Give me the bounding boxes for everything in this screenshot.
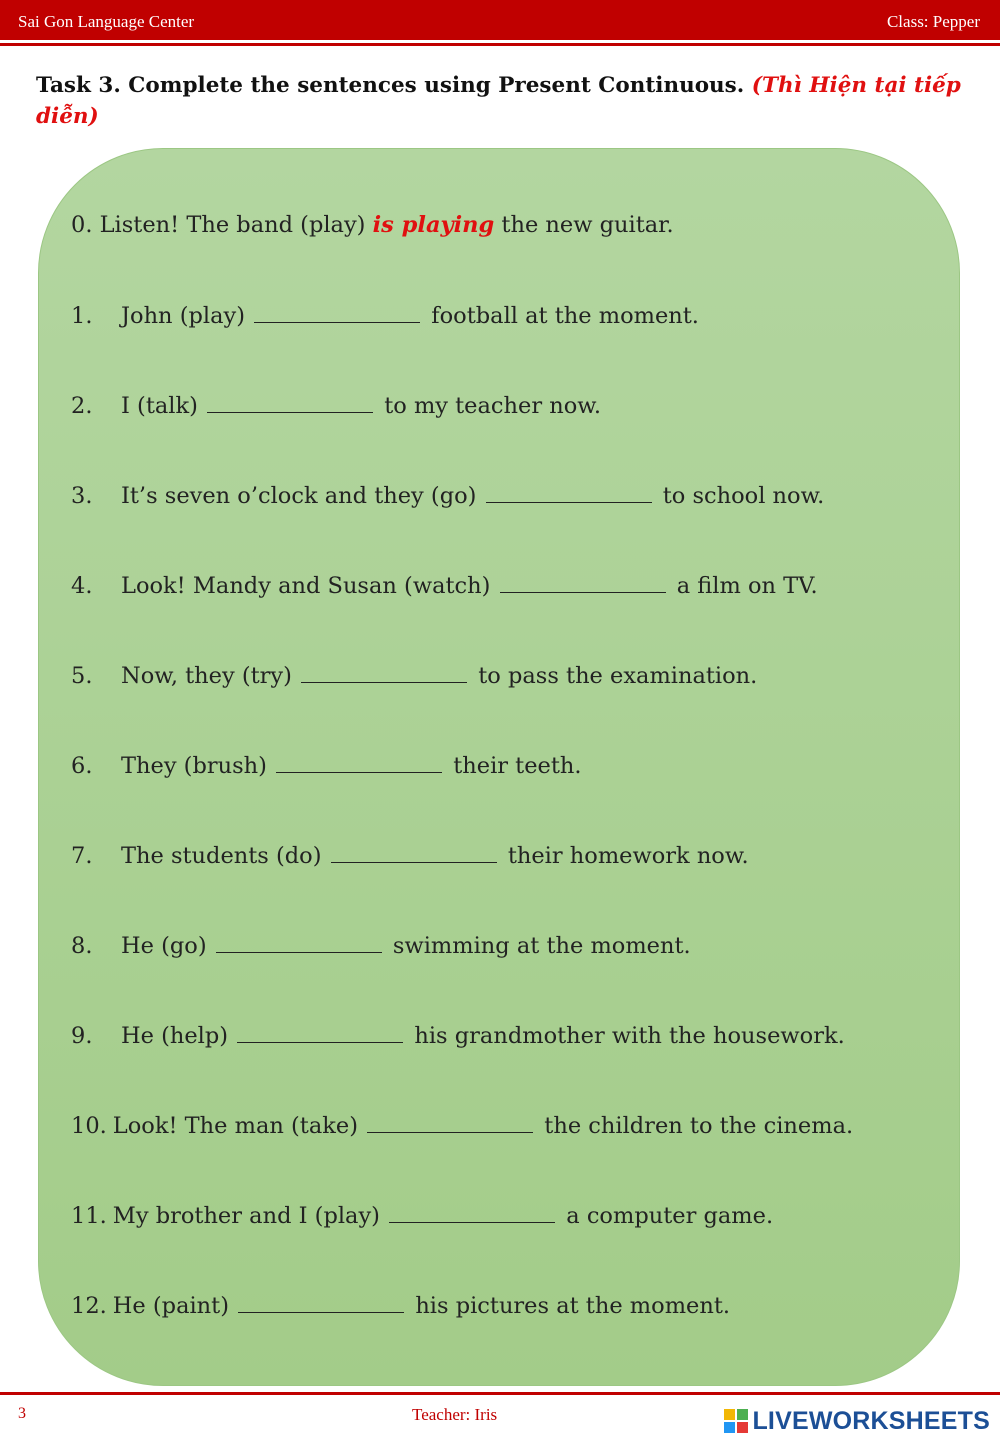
item-prompt: John (play) xyxy=(121,303,245,329)
task-instruction: Task 3. Complete the sentences using Present Continuous. xyxy=(36,73,745,98)
item-number: 9. xyxy=(71,1023,93,1049)
item-ending: to school now. xyxy=(662,483,825,509)
item-ending: their homework now. xyxy=(507,843,749,869)
page-number: 3 xyxy=(18,1405,26,1422)
item-number: 8. xyxy=(71,933,93,959)
item-prompt: Now, they (try) xyxy=(121,663,292,689)
item-prompt: They (brush) xyxy=(121,753,267,779)
exercise-item xyxy=(71,842,749,869)
exercise-item xyxy=(71,392,601,419)
exercise-item xyxy=(71,572,818,599)
item-ending: their teeth. xyxy=(453,753,582,779)
item-number: 10. xyxy=(71,1113,107,1139)
item-prompt: It’s seven o’clock and they (go) xyxy=(121,483,477,509)
task-subtitle-vietnamese: (Thì Hiện tại tiếp diễn) xyxy=(36,73,961,129)
item-ending: to my teacher now. xyxy=(384,393,602,419)
answer-blank[interactable] xyxy=(500,572,666,593)
item-prompt: Look! Mandy and Susan (watch) xyxy=(121,573,491,599)
answer-blank[interactable] xyxy=(237,1022,403,1043)
item-number: 4. xyxy=(71,573,93,599)
school-name: Sai Gon Language Center xyxy=(18,12,195,31)
answer-blank[interactable] xyxy=(389,1202,555,1223)
item-prompt: My brother and I (play) xyxy=(112,1203,380,1229)
item-number: 6. xyxy=(71,753,93,779)
item-ending: a film on TV. xyxy=(676,573,818,599)
answer-blank[interactable] xyxy=(331,842,497,863)
item-ending: the children to the cinema. xyxy=(544,1113,854,1139)
teacher-name: Teacher: Iris xyxy=(412,1405,498,1424)
answer-blank[interactable] xyxy=(367,1112,533,1133)
item-prompt: I (talk) xyxy=(121,393,198,419)
exercise-item xyxy=(71,1022,845,1049)
liveworksheets-logo-icon xyxy=(724,1409,748,1433)
example-sentence xyxy=(71,212,674,238)
item-ending: a computer game. xyxy=(566,1203,774,1229)
item-prompt: He (go) xyxy=(121,933,207,959)
item-ending: to pass the examination. xyxy=(478,663,758,689)
answer-blank[interactable] xyxy=(486,482,652,503)
answer-blank[interactable] xyxy=(207,392,373,413)
task-title xyxy=(36,70,966,132)
exercise-item xyxy=(71,752,582,779)
item-ending: his grandmother with the housework. xyxy=(414,1023,845,1049)
footer-divider xyxy=(0,1392,1000,1395)
answer-blank[interactable] xyxy=(216,932,382,953)
item-prompt: Look! The man (take) xyxy=(112,1113,358,1139)
item-ending: his pictures at the moment. xyxy=(415,1293,731,1319)
item-ending: swimming at the moment. xyxy=(392,933,691,959)
answer-blank[interactable] xyxy=(276,752,442,773)
item-number: 3. xyxy=(71,483,93,509)
liveworksheets-logo xyxy=(724,1404,990,1438)
item-number: 5. xyxy=(71,663,93,689)
exercise-item xyxy=(71,302,699,329)
answer-blank[interactable] xyxy=(238,1292,404,1313)
exercise-item xyxy=(71,1112,853,1139)
item-prompt: The students (do) xyxy=(121,843,322,869)
answer-blank[interactable] xyxy=(301,662,467,683)
exercise-item xyxy=(71,1202,773,1229)
header-divider xyxy=(0,43,1000,46)
exercise-item xyxy=(71,1292,730,1319)
item-number: 11. xyxy=(71,1203,107,1229)
item-prompt: He (help) xyxy=(121,1023,229,1049)
item-number: 7. xyxy=(71,843,93,869)
exercise-item xyxy=(71,482,824,509)
answer-blank[interactable] xyxy=(254,302,420,323)
exercise-item xyxy=(71,662,757,689)
item-ending: football at the moment. xyxy=(431,303,699,329)
exercise-item xyxy=(71,932,691,959)
example-answer: is playing xyxy=(372,212,495,238)
item-number: 12. xyxy=(71,1293,107,1319)
example-suffix: the new guitar. xyxy=(501,212,674,238)
item-prompt: He (paint) xyxy=(112,1293,229,1319)
example-prefix: 0. Listen! The band (play) xyxy=(71,212,366,238)
item-number: 1. xyxy=(71,303,93,329)
brand-name: LIVEWORKSHEETS xyxy=(752,1406,990,1435)
class-name: Class: Pepper xyxy=(886,12,980,31)
item-number: 2. xyxy=(71,393,93,419)
